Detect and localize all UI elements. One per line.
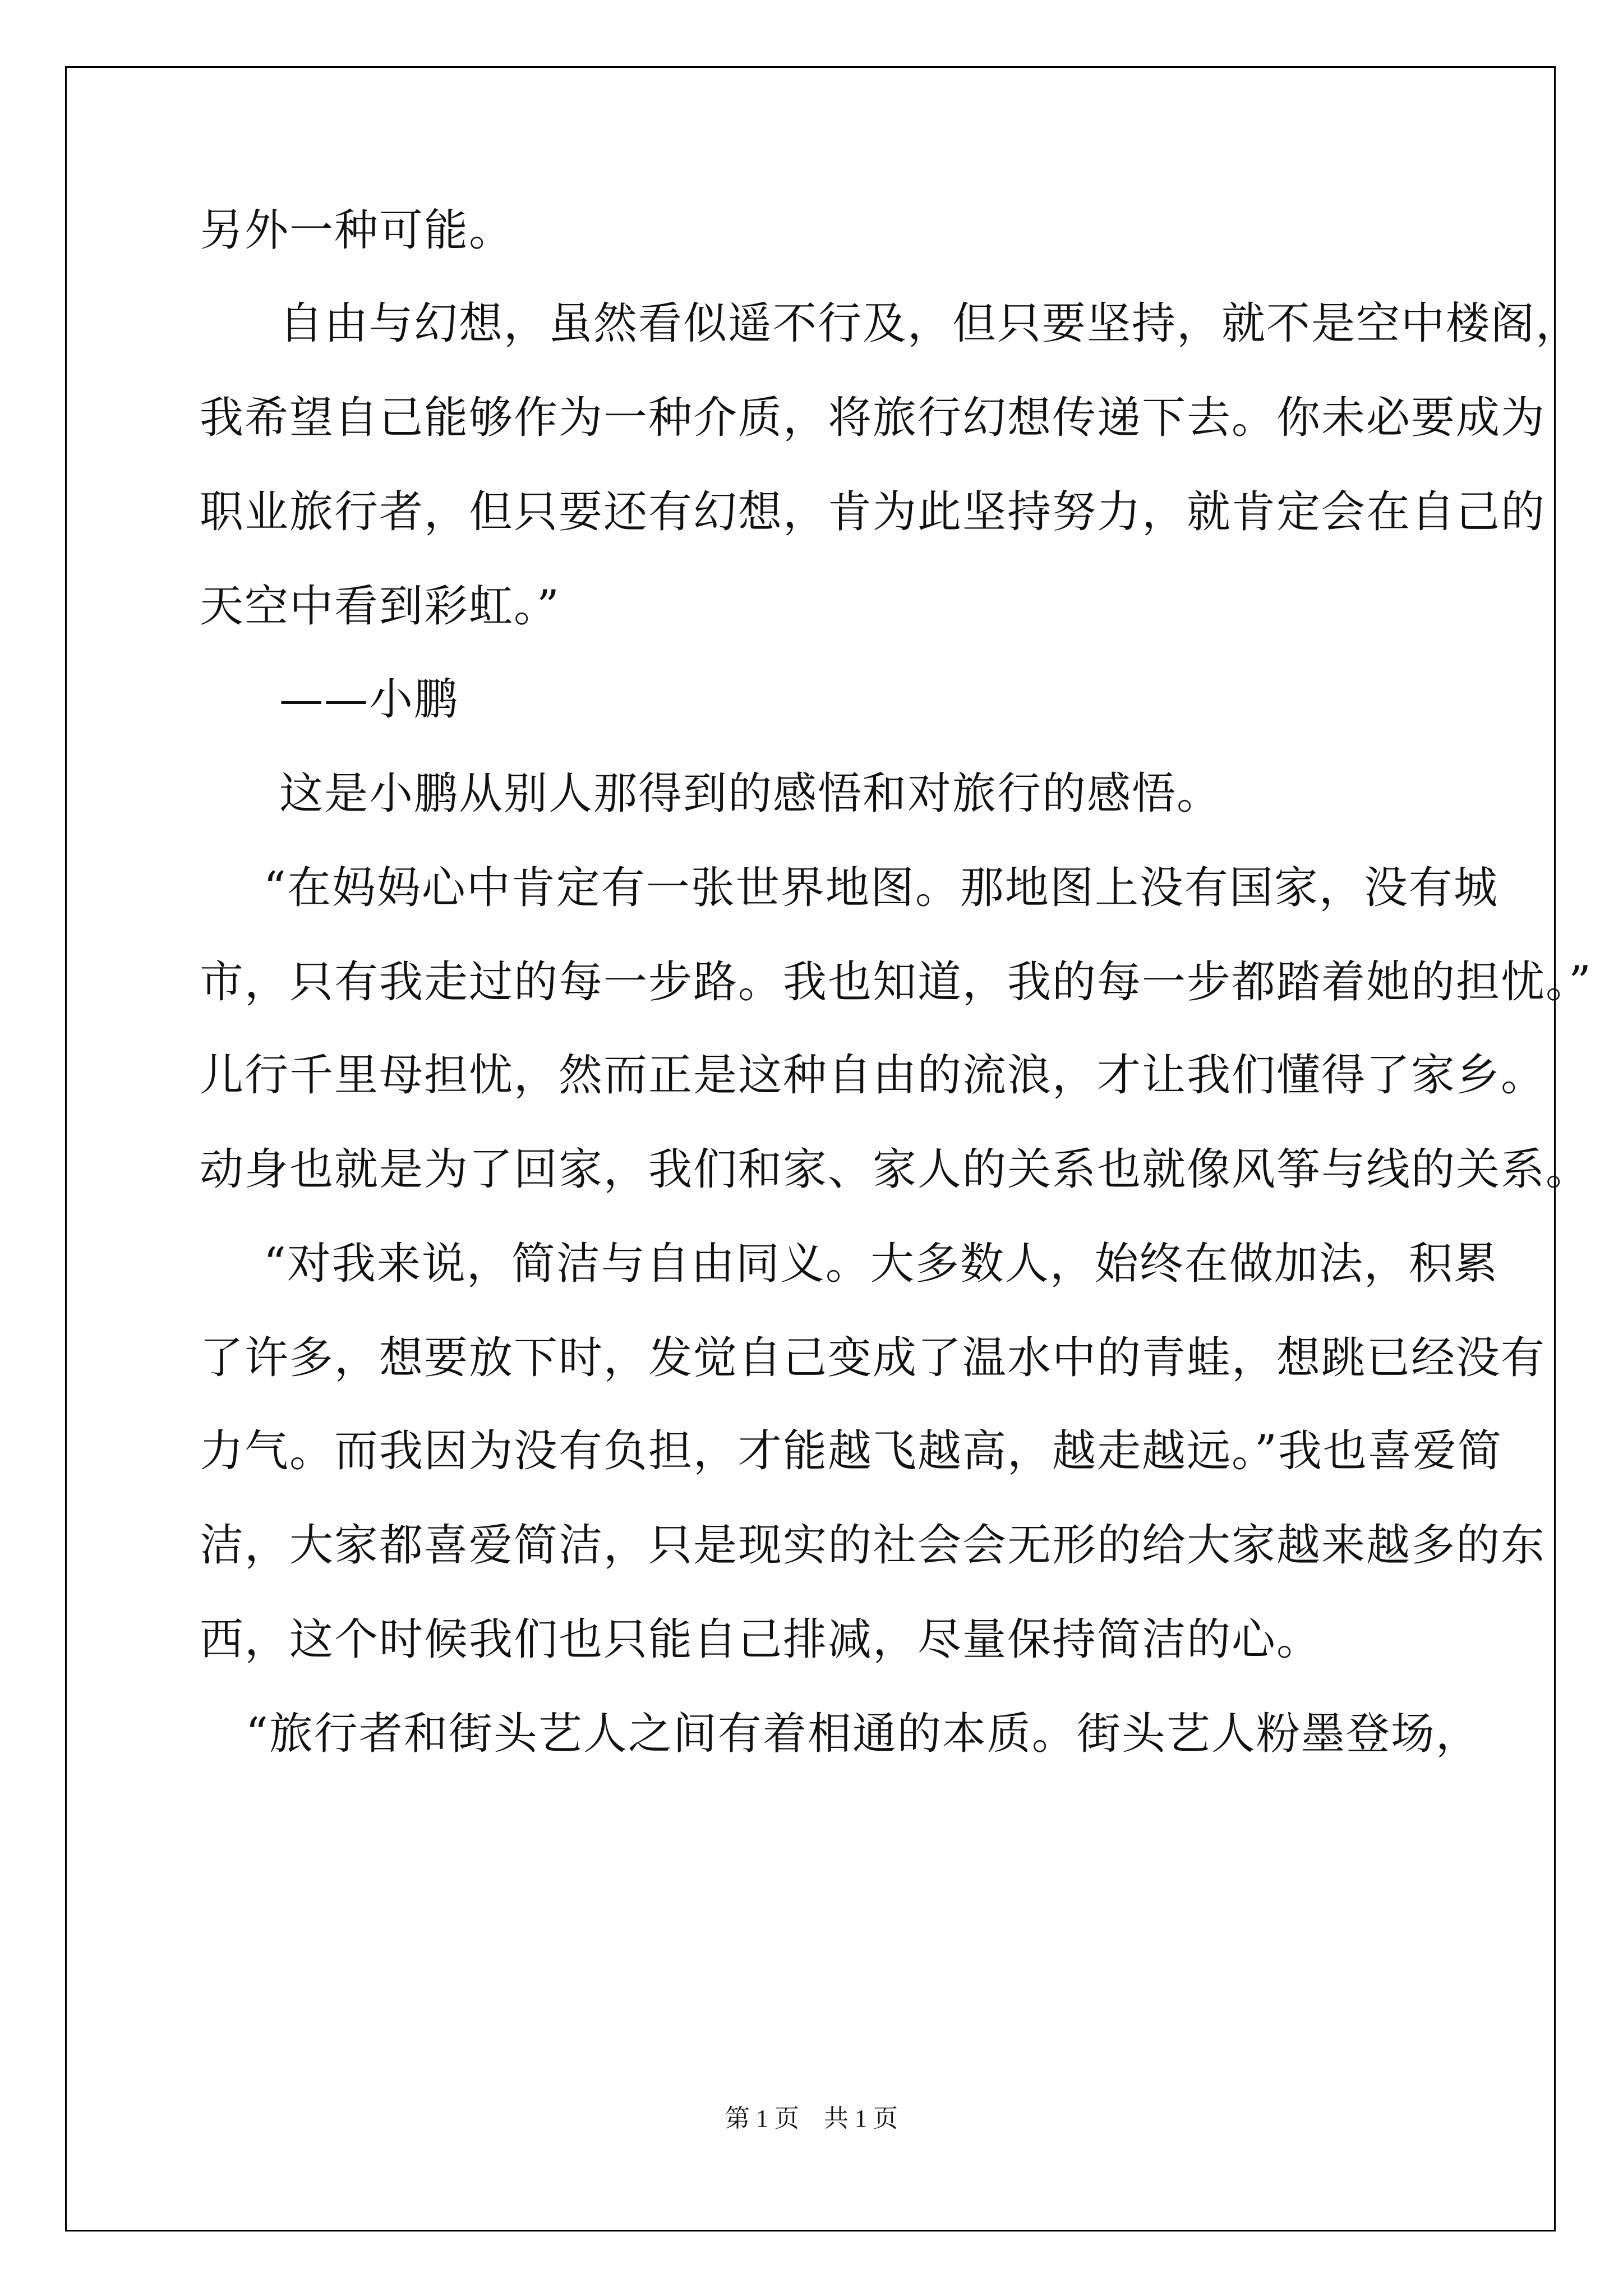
text-line: “在妈妈心中肯定有一张世界地图。那地图上没有国家，没有城	[264, 863, 1498, 913]
text-line: 儿行千里母担忧，然而正是这种自由的流浪，才让我们懂得了家乡。	[200, 1050, 1546, 1101]
text-line: 天空中看到彩虹。”	[200, 581, 560, 632]
text-line: 另外一种可能。	[200, 205, 514, 256]
text-line: 市，只有我走过的每一步路。我也知道，我的每一步都踏着她的担忧。”	[200, 957, 1592, 1007]
text-line: 洁，大家都喜爱简洁，只是现实的社会会无形的给大家越来越多的东	[200, 1520, 1546, 1571]
text-line: 力气。而我因为没有负担，才能越飞越高，越走越远。”我也喜爱简	[200, 1426, 1502, 1476]
text-line: 自由与幻想，虽然看似遥不行及，但只要坚持，就不是空中楼阁，	[279, 298, 1581, 349]
text-line: 职业旅行者，但只要还有幻想，肯为此坚持努力，就肯定会在自己的	[200, 487, 1546, 537]
text-line: ——小鹏	[279, 674, 459, 725]
text-line: 我希望自己能够作为一种介质，将旅行幻想传递下去。你未必要成为	[200, 393, 1546, 443]
text-line: 动身也就是为了回家，我们和家、家人的关系也就像风筝与线的关系。	[200, 1144, 1591, 1195]
text-line: 西，这个时候我们也只能自己排减，尽量保持简洁的心。	[200, 1614, 1322, 1665]
text-line: “对我来说，简洁与自由同义。大多数人，始终在做加法，积累	[264, 1239, 1498, 1289]
text-line: “旅行者和街头艺人之间有着相通的本质。街头艺人粉墨登场，	[246, 1709, 1481, 1759]
text-line: 这是小鹏从别人那得到的感悟和对旅行的感悟。	[279, 769, 1222, 819]
text-line: 了许多，想要放下时，发觉自己变成了温水中的青蛙，想跳已经没有	[200, 1333, 1546, 1383]
page-footer: 第 1 页 共 1 页	[725, 2105, 898, 2132]
